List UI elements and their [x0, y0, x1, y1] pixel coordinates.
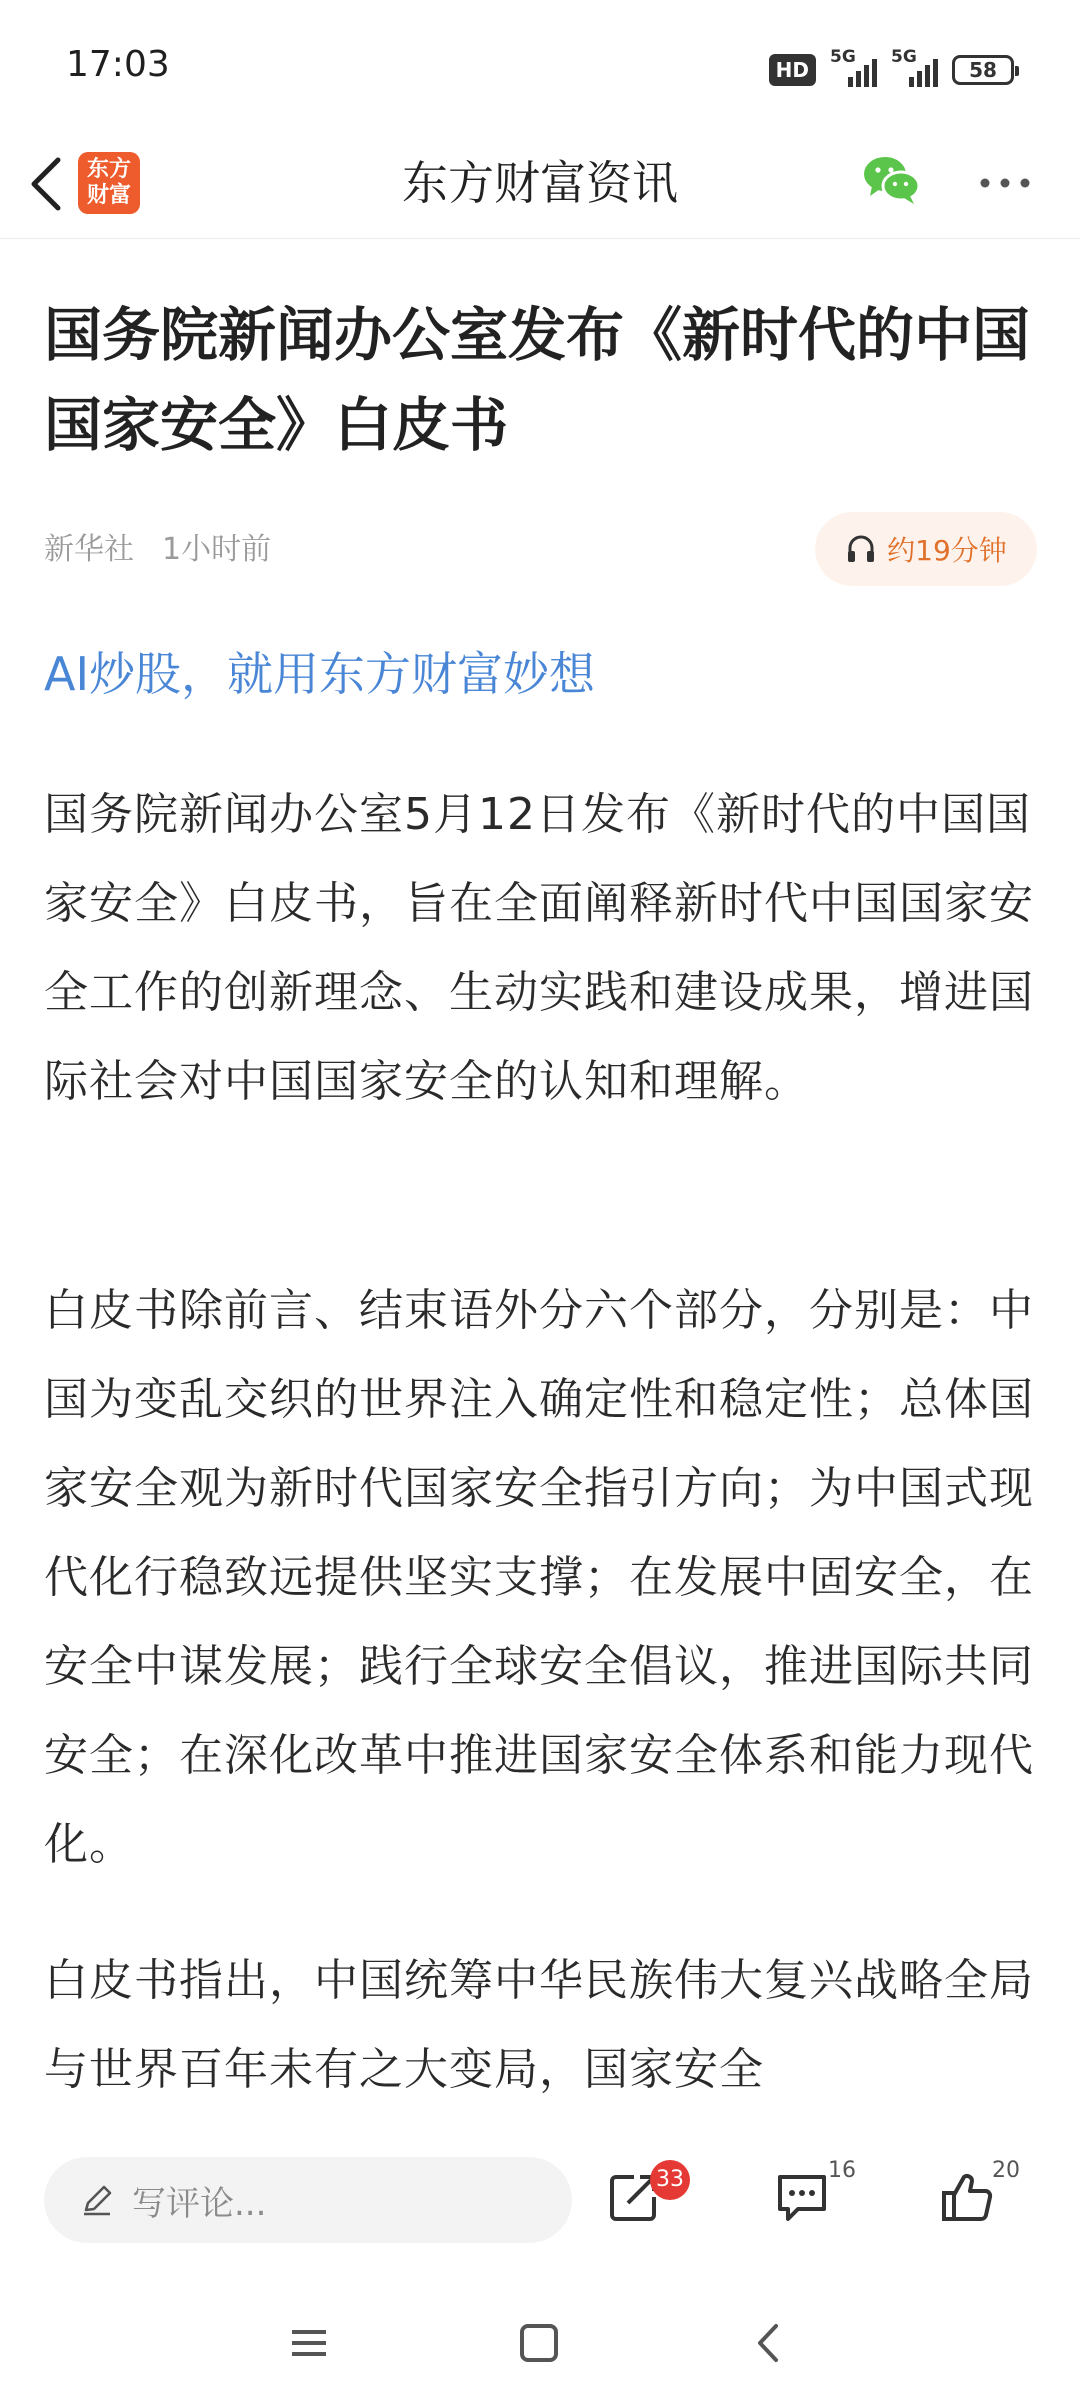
headphones-icon: [845, 533, 877, 565]
logo-line-1: 东方: [86, 157, 131, 182]
pencil-icon: [80, 2183, 114, 2217]
signal-icon: [891, 47, 938, 87]
listen-duration: 约19分钟: [887, 534, 1007, 567]
wechat-icon[interactable]: [860, 148, 924, 212]
article-paragraph: 白皮书除前言、结束语外分六个部分，分别是：中国为变乱交织的世界注入确定性和稳定性；总体国家安全观为新时代国家安全指引方向；为中国式现代化行稳致远提供坚实支撑；在发展中固安全，在安全中谋发展；践行全球安全倡议，推进国际共同安全；在深化改革中推进国家安全体系和能力现代化。: [44, 1285, 1034, 1870]
battery-icon: 58: [952, 55, 1014, 85]
page-title: 东方财富资讯: [402, 156, 678, 210]
status-time: 17:03: [66, 44, 170, 85]
comment-placeholder: 写评论...: [132, 2183, 267, 2224]
status-bar: [0, 0, 1080, 135]
menu-icon[interactable]: [284, 2318, 334, 2368]
hd-icon: HD: [769, 54, 816, 86]
nav-bar: [0, 130, 1080, 239]
article-time: 1小时前: [162, 532, 272, 567]
signal-icon: [830, 47, 877, 87]
promo-link[interactable]: AI炒股，就用东方财富妙想: [44, 647, 596, 701]
share-count-badge: 33: [650, 2160, 690, 2200]
article-source[interactable]: 新华社: [44, 532, 134, 567]
comment-icon[interactable]: [772, 2167, 832, 2227]
system-nav-bar: [0, 2270, 1080, 2400]
listen-button[interactable]: [815, 512, 1037, 586]
like-icon[interactable]: [938, 2167, 998, 2227]
logo-line-2: 财富: [86, 183, 131, 208]
likes-count: 20: [992, 2158, 1020, 2183]
bottom-action-bar: [0, 2130, 1080, 2270]
article-meta: [44, 524, 271, 568]
article-headline: 国务院新闻办公室发布《新时代的中国国家安全》白皮书: [44, 301, 1031, 459]
status-icons: [769, 47, 1014, 90]
system-back-icon[interactable]: [744, 2318, 794, 2368]
signal-label: 5G: [891, 47, 917, 67]
comment-input[interactable]: [44, 2157, 572, 2243]
signal-label: 5G: [830, 47, 856, 67]
more-icon[interactable]: [978, 168, 1032, 198]
home-icon[interactable]: [514, 2318, 564, 2368]
article-paragraph: 白皮书指出，中国统筹中华民族伟大复兴战略全局与世界百年未有之大变局，国家安全: [44, 1955, 1034, 2095]
comments-count: 16: [828, 2158, 856, 2183]
article-paragraph: 国务院新闻办公室5月12日发布《新时代的中国国家安全》白皮书，旨在全面阐释新时代中国国家安全工作的创新理念、生动实践和建设成果，增进国际社会对中国国家安全的认知和理解。: [44, 789, 1034, 1107]
